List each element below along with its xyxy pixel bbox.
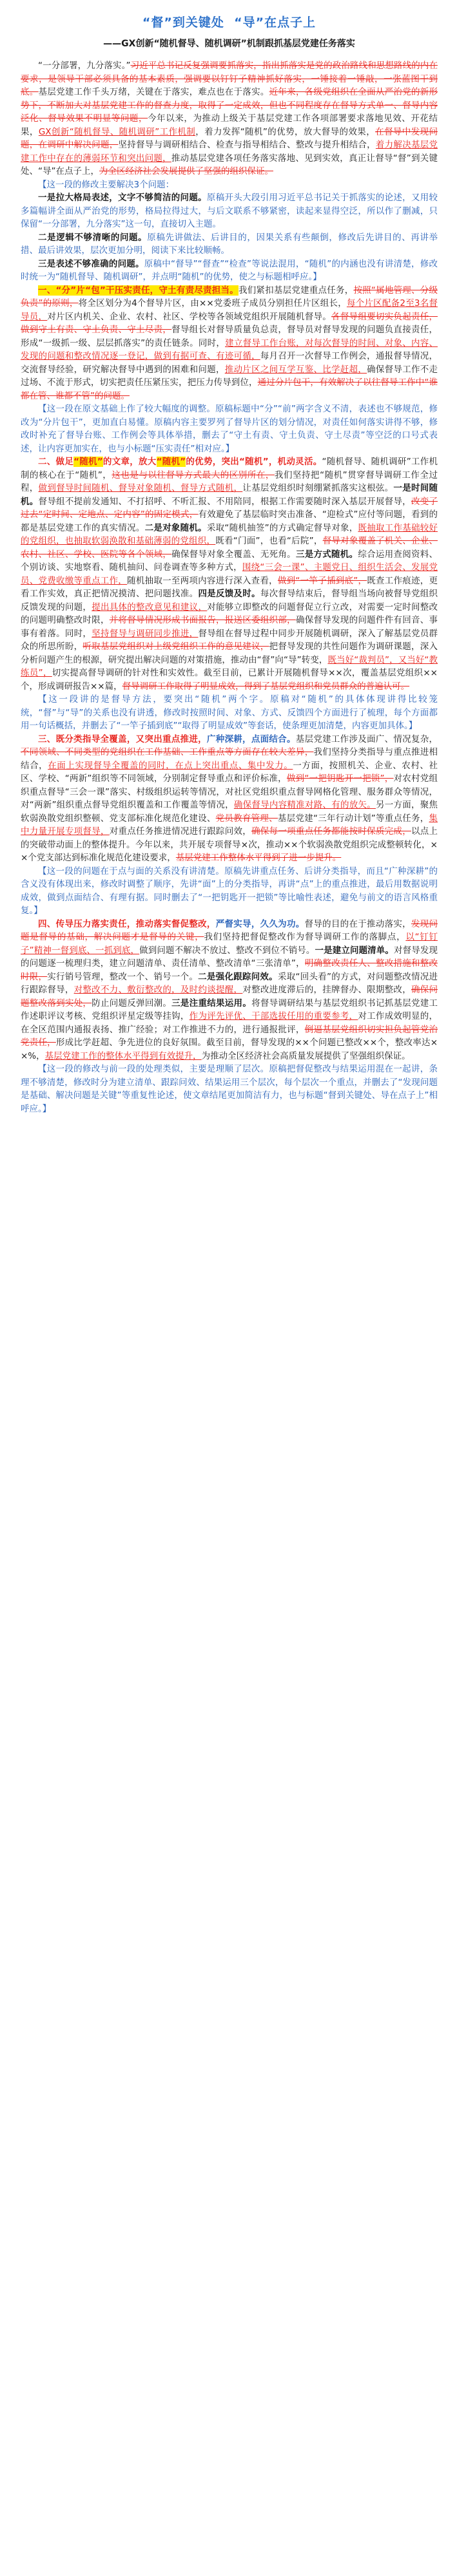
plain-text: 采取“回头看”的方式，对问题整改情况进行跟踪督导， <box>21 971 438 995</box>
inserted-text: 每个片区配备2至3名督导员， <box>21 298 438 322</box>
plain-text: 形成比学赶超、争先进位的良好氛围。截至目前，督导发现的××个问题已整改××个，整改率达××%， <box>21 1037 438 1061</box>
bold-text: 三是方式随机。 <box>295 549 358 560</box>
plain-text: 做到问题不解决不放过、整改不到位不销号。 <box>139 945 315 956</box>
plain-text: 督导组长对督导质量负总责，督导员对督导发现的问题负直接责任，形成“一级抓一级、层层抓落实”的责任链条。同时， <box>21 325 438 348</box>
plain-text: 督导组不提前发通知、不打招呼、不听汇报、不用陪同，根据工作需要随时深入基层开展督导， <box>38 496 411 507</box>
review-comment-paragraph <box>21 231 438 258</box>
plain-text: 既查工作痕迹，更看工作实效，真正把情况摸清、把问题找准。 <box>21 575 438 599</box>
inserted-text: 做到督导时间随机、督导对象随机、督导方式随机， <box>38 483 243 493</box>
plain-text: 对农村党组织重点督导“三会一课”落实、村级组织运转等情况，对社区党组织重点督导网格化管理、服务群众等情况，对“两新”组织重点督导党组织覆盖和工作覆盖等情况， <box>21 773 438 810</box>
review-comment-paragraph <box>21 1063 438 1115</box>
plain-text: 对督导发现的问题逐一梳理归类，建立问题清单、责任清单、整改清单“三张清单”， <box>21 945 438 969</box>
plain-text: 以点上的突破带动面上的整体提升。今年以来，共开展专项督导×次，推动××个软弱涣散党组织完成整顿转化，××个党支部达到标准化规范化建设要求， <box>21 826 438 863</box>
plain-text: 对片区内机关、企业、农村、社区、学校等各领域党组织开展随机督导。 <box>47 311 332 322</box>
bold-text: 三是表述不够准确的问题。 <box>38 258 144 269</box>
plain-text: 每月召开一次督导工作例会，通报督导情况，交流督导经验，研究解决督导中遇到的困难和问题， <box>21 351 438 375</box>
plain-text: “随机督导、随机调研”工作机制的核心在于“随机”， <box>21 457 438 480</box>
plain-text: 有效避免了基层临时突击准备、“迎检式”应付等问题，看到的都是基层党建工作的真实情况。 <box>21 509 438 533</box>
inserted-text: 既抽取工作基础较好的党组织，也抽取软弱涣散和基础薄弱的党组织， <box>21 522 438 546</box>
plain-text: 随机抽取一至两项内容进行深入查看， <box>127 575 278 586</box>
plain-text: 采取“随机抽签”的方式确定督导对象， <box>206 522 358 533</box>
deleted-text: 各督导组要切实负起责任，做到守土有责、守土负责、守土尽责， <box>21 311 438 335</box>
inserted-text: 推动片区之间互学互鉴、比学赶超， <box>224 364 367 375</box>
plain-text: 确保督导工作不走过场、不流于形式，切实把责任压紧压实，把压力传导到位， <box>21 364 438 388</box>
review-comment-paragraph <box>21 178 438 192</box>
inserted-text: 集中力量开展专项督导， <box>21 813 438 837</box>
review-comment-paragraph <box>21 865 438 918</box>
inserted-text: 作为评先评优、干部选拔任用的重要参考， <box>189 1011 358 1021</box>
deleted-text: 发现问题是督导的基础，解决问题才是督导的关键， <box>21 918 438 942</box>
review-comment-paragraph <box>21 191 438 231</box>
bold-text: 一是时间随机。 <box>21 483 438 507</box>
inserted-text: 建立督导工作台账，对每次督导的时间、对象、内容、发现的问题和整改情况逐一登记，做到有据可查、有迹可循， <box>21 337 438 361</box>
plain-text: 对整改进度滞后的，挂牌督办、限期整改， <box>242 985 411 995</box>
comment-text: 原稿中“督导”“督查”“检查”等说法混用，“随机”的内涵也没有讲清楚，修改时统一为“随机督导、随机调研”，并点明“随机”的优势，使之与标题相呼应。】 <box>21 258 438 282</box>
bold-text: 二是强化跟踪问效。 <box>198 971 278 982</box>
inserted-text: 确保督导内容精准对路、有的放矢。 <box>233 800 376 810</box>
section-heading-text: 三、既分类指导全覆盖，又突出重点推进， <box>38 734 207 744</box>
plain-text: 基层党建“三年行动计划”等重点任务， <box>277 813 429 824</box>
review-comment-paragraph <box>21 402 438 455</box>
plain-text: 坚持督导与调研相结合、检查与指导相结合、整改与提升相结合， <box>118 140 376 150</box>
inserted-text: 坚持督导与调研同步推进， <box>92 628 199 639</box>
inserted-text: 在面上实现督导全覆盖的同时，在点上突出重点、集中发力。 <box>48 760 293 771</box>
section-heading-text: 的优势，突出“随机”，机动灵活。 <box>186 457 322 467</box>
plain-text: 基层党建工作千头万绪，关键在于落实，难点也在于落实。 <box>38 87 269 97</box>
plain-text: 我们紧扣基层党建重点任务， <box>238 285 354 296</box>
deleted-text: 党员教育管理、 <box>215 813 278 824</box>
deleted-text: 在督导中发现问题，在调研中解决问题， <box>21 126 438 150</box>
deleted-text: 不同领域、不同类型的党组织在工作基础、工作重点等方面存在较大差异， <box>21 747 314 757</box>
plain-text: 为推动全区经济社会高质量发展提供了坚强组织保证。 <box>201 1050 411 1061</box>
plain-text: 将全区划分为4个督导片区，由××党委班子成员分别担任片区组长， <box>78 298 347 308</box>
plain-text: 实行销号管理，整改一个、销号一个。 <box>47 971 199 982</box>
deleted-text: 确保每一项重点任务都能按时保质完成， <box>251 826 411 837</box>
deleted-text: 听取基层党组织对上级党组织工作的意见建议， <box>83 641 269 652</box>
plain-text: 基层党建工作涉及面广、情况复杂， <box>295 734 438 744</box>
deleted-text: 做到“一把钥匙开一把锁”， <box>286 773 394 784</box>
plain-text: 对工作成效明显的，在全区范围内通报表扬、推广经验；对工作推进不力的，进行通报批评， <box>21 1011 438 1035</box>
plain-text: 我们坚持把督促整改作为督导调研工作的落脚点， <box>204 932 406 942</box>
bold-text: 四是反馈及时。 <box>198 589 260 599</box>
bold-text: 一是建立问题清单。 <box>315 945 394 956</box>
deleted-text: 基层党建工作整体水平得到了进一步提升。 <box>175 853 342 863</box>
inserted-text: 基层党建工作的整体水平得到有效提升， <box>44 1050 202 1061</box>
comment-text: 【这一段的问题在于点与面的关系没有讲清楚。原稿先讲重点任务、后讲分类指导，而且“广种深耕”的含义没有体现出来，修改时调整了顺序，先讲“面”上的分类指导，再讲“点”上的重点推进，最后用数据说明成效，做到点面结合、有理有据。同时删去了“一把钥匙开一把锁”等比喻性表述，避免与前文的语言风格重复。】 <box>21 866 438 916</box>
plain-text: 既看“门面”，也看“后院”， <box>215 536 323 546</box>
deleted-text: 按照“属地管理、分级负责”的原则， <box>21 285 438 308</box>
comment-text: 原稿先讲做法、后讲目的，因果关系有些颠倒，修改后先讲目的、再讲举措、最后讲效果，层次更加分明，阅读下来比较顺畅。 <box>21 232 438 256</box>
inserted-text: 既当好“裁判员”，又当好“教练员”， <box>21 654 438 678</box>
deleted-text: 近年来，各级党组织在全面从严治党的新形势下，不断加大对基层党建工作的督查力度，取得了一定成效，但也不同程度存在督导方式单一、督导内容泛化、督导效果不明显等问题， <box>21 87 438 124</box>
plain-text: 今年以来，为推动上级关于基层党建工作各项部署要求落地见效、开花结果， <box>21 113 438 137</box>
inserted-text: 对整改不力、敷衍整改的，及时约谈提醒， <box>73 985 243 995</box>
plain-text: 我们坚持把“随机”贯穿督导调研工作全过程， <box>21 469 438 493</box>
highlighted-heading-text: 一、“分”片“包”干压实责任，守土有责尽责担当。 <box>38 285 238 296</box>
plain-text: 切实提高督导调研的针对性和实效性。截至目前，已累计开展随机督导××次，覆盖基层党组织××个，形成调研报告××篇， <box>21 668 438 692</box>
plain-text: 我们坚持分类指导与重点推进相结合， <box>21 747 438 771</box>
plain-text: 确保督导发现的问题件件有回音、事事有着落。同时， <box>21 615 438 639</box>
plain-text: “一分部署，九分落实。” <box>38 61 131 71</box>
plain-text: 推动基层党建各项任务落实落地、见到实效，真正让督导“督”到关键处、“导”在点子上， <box>21 153 438 176</box>
plain-text: 确保督导对象全覆盖、无死角。 <box>171 549 296 560</box>
deleted-text: 为全区经济社会发展提供了坚强的组织保证。 <box>99 166 273 176</box>
bold-text: 二是逻辑不够清晰的问题。 <box>38 232 148 243</box>
document-title: “督”到关键处 “导”在点子上 <box>142 15 316 30</box>
plain-text: 把督导发现的共性问题作为调研课题，深入分析问题产生的根源，研究提出解决问题的对策措施，推动由“督”向“导”转变， <box>21 641 438 665</box>
plain-text: 防止问题反弹回潮。 <box>92 998 172 1009</box>
deleted-text: 督导对象覆盖了机关、企业、农村、社区、学校、医院等各个领域， <box>21 536 438 560</box>
plain-text: 另一方面，聚焦软弱涣散党组织整顿、党支部标准化规范化建设、 <box>21 800 438 824</box>
deleted-text: 做到“一竿子插到底”， <box>277 575 367 586</box>
deleted-text: 倒逼基层党组织切实担负起管党治党责任， <box>21 1024 438 1048</box>
inserted-text: 围绕“三会一课”、主题党日、组织生活会、发展党员、党费收缴等重点工作， <box>21 562 438 586</box>
plain-text: 对重点任务推进情况进行跟踪问效， <box>109 826 252 837</box>
plain-text: 每次督导结束后，督导组当场向被督导党组织反馈发现的问题， <box>21 589 438 612</box>
plain-text: ，着力发挥“随机”的优势，放大督导的效果， <box>195 126 376 137</box>
section-heading-text: 二、做足 <box>38 457 74 467</box>
body-paragraph <box>21 59 438 178</box>
review-comment-paragraph <box>21 693 438 733</box>
deleted-text: 这也是与以往督导方式最大的区别所在， <box>112 469 275 480</box>
deleted-text: 督导调研工作取得了明显成效，得到了基层党组织和党员群众的普遍认可。 <box>122 681 410 692</box>
bold-text: 二是对象随机。 <box>144 522 207 533</box>
section-heading-text: 的文章，放大 <box>102 457 157 467</box>
plain-text: 让基层党组织时刻绷紧抓落实这根弦。 <box>242 483 394 493</box>
deleted-text: 确保问题整改落到实处， <box>21 985 438 1009</box>
review-comment-paragraph <box>21 258 438 284</box>
deleted-text: 并将督导情况形成书面报告，报送区委组织部， <box>109 615 296 625</box>
plain-text: 综合运用查阅资料、个别访谈、实地察看、随机抽问、问卷调查等多种方式， <box>21 549 438 573</box>
plain-text: 督导的目的在于推动落实， <box>304 918 411 929</box>
bold-text: 三是注重结果运用。 <box>171 998 252 1009</box>
body-paragraph <box>21 455 438 693</box>
plain-text: 将督导调研结果与基层党组织书记抓基层党建工作述职评议考核、党组织评星定级等挂钩， <box>21 998 438 1021</box>
comment-text: 【这一段的修改主要解决3个问题： <box>38 179 175 190</box>
blue-heading-text: 严督实导，久久为功。 <box>215 918 305 929</box>
plain-text: 对能够立即整改的问题督促立行立改，对需要一定时间整改的问题明确整改时限， <box>21 601 438 625</box>
blue-heading-text: 广种深耕，点面结合。 <box>206 734 296 744</box>
body-paragraph <box>21 733 438 865</box>
comment-text: 【这一段的修改与前一段的处理类似，主要是理顺了层次。原稿把督促整改与结果运用混在一起讲，条理不够清楚，修改时分为建立清单、跟踪问效、结果运用三个层次，每个层次一个重点，并删去了“发现问题是基础、解决问题是关键”等重复性论述，使文章结尾更加简洁有力，也与标题“督到关键处、导在点子上”相呼应。】 <box>21 1064 438 1114</box>
inserted-text: 以“钉钉子”精神一督到底、一抓到底， <box>21 932 438 956</box>
plain-text: 一方面，按照机关、企业、农村、社区、学校、“两新”组织等不同领域，分别制定督导重点和评价标准， <box>21 760 438 784</box>
body-paragraph <box>21 284 438 403</box>
highlighted-heading-text: “随机” <box>73 457 103 467</box>
document-subtitle: ——GX创新“随机督导、随机调研”机制跟抓基层党建任务落实 <box>103 39 355 49</box>
plain-text: 督导组在督导过程中同步开展随机调研，深入了解基层党员群众的所思所盼， <box>21 628 438 652</box>
comment-text: 【这一段在原文基础上作了较大幅度的调整。原稿标题中“分”“前”两字含义不清，表述也不够规范，修改为“分片包干”，更加直白易懂。原稿内容主要罗列了督导片区的划分情况，对责任如何落实讲得不够，修改时补充了督导台账、工作例会等具体举措，删去了“守土有责、守土负责、守土尽责”等空泛的口号式表述，让内容更加实在，也与小标题“压实责任”相对应。】 <box>21 404 438 454</box>
deleted-text: 通过分片包干，有效解决了以往督导工作中“谁都在管、谁都不管”的问题。 <box>21 377 438 401</box>
document-body <box>21 59 438 1115</box>
comment-text: 原稿开头大段引用习近平总书记关于抓落实的论述，又用较多篇幅讲全面从严治党的形势，格局拉得过大，与后文联系不够紧密，读起来显得空泛，所以作了删减，只保留“一分部署，九分落实”这一句，直接切入主题。 <box>21 193 438 229</box>
inserted-text: 着力解决基层党建工作中存在的薄弱环节和突出问题， <box>21 140 438 164</box>
comment-text: 【这一段讲的是督导方法，要突出“随机”两个字。原稿对“随机”的具体体现讲得比较笼统，“督”与“导”的关系也没有讲透，修改时按照时间、对象、方式、反馈四个方面进行了梳理，每个方面都用一句话概括，并删去了“一竿子插到底”“取得了明显成效”等套话，使条理更加清楚，内容更加具体。】 <box>21 694 438 731</box>
section-heading-text: 四、传导压力落实责任，推动落实督促整改， <box>38 918 216 929</box>
deleted-text: 明确整改责任人、整改措施和整改时限， <box>21 958 438 982</box>
deleted-text: 改变了过去“定时间、定地点、定内容”的固定模式， <box>21 496 438 520</box>
inserted-text: 提出具体的整改意见和建议， <box>92 601 208 612</box>
highlighted-heading-text: “随机” <box>156 457 186 467</box>
inserted-text: GX创新“随机督导、随机调研”工作机制 <box>38 126 196 137</box>
deleted-text: 习近平总书记反复强调要抓落实，指出抓落实是党的政治路线和思想路线的内在要求，是领导干部必须具备的基本素质，强调要以钉钉子精神抓好落实，一锤接着一锤敲，一张蓝图干到底。 <box>21 61 438 97</box>
body-paragraph <box>21 918 438 1063</box>
bold-text: 一是拉大格局表述，文字不够简洁的问题。 <box>38 193 207 203</box>
